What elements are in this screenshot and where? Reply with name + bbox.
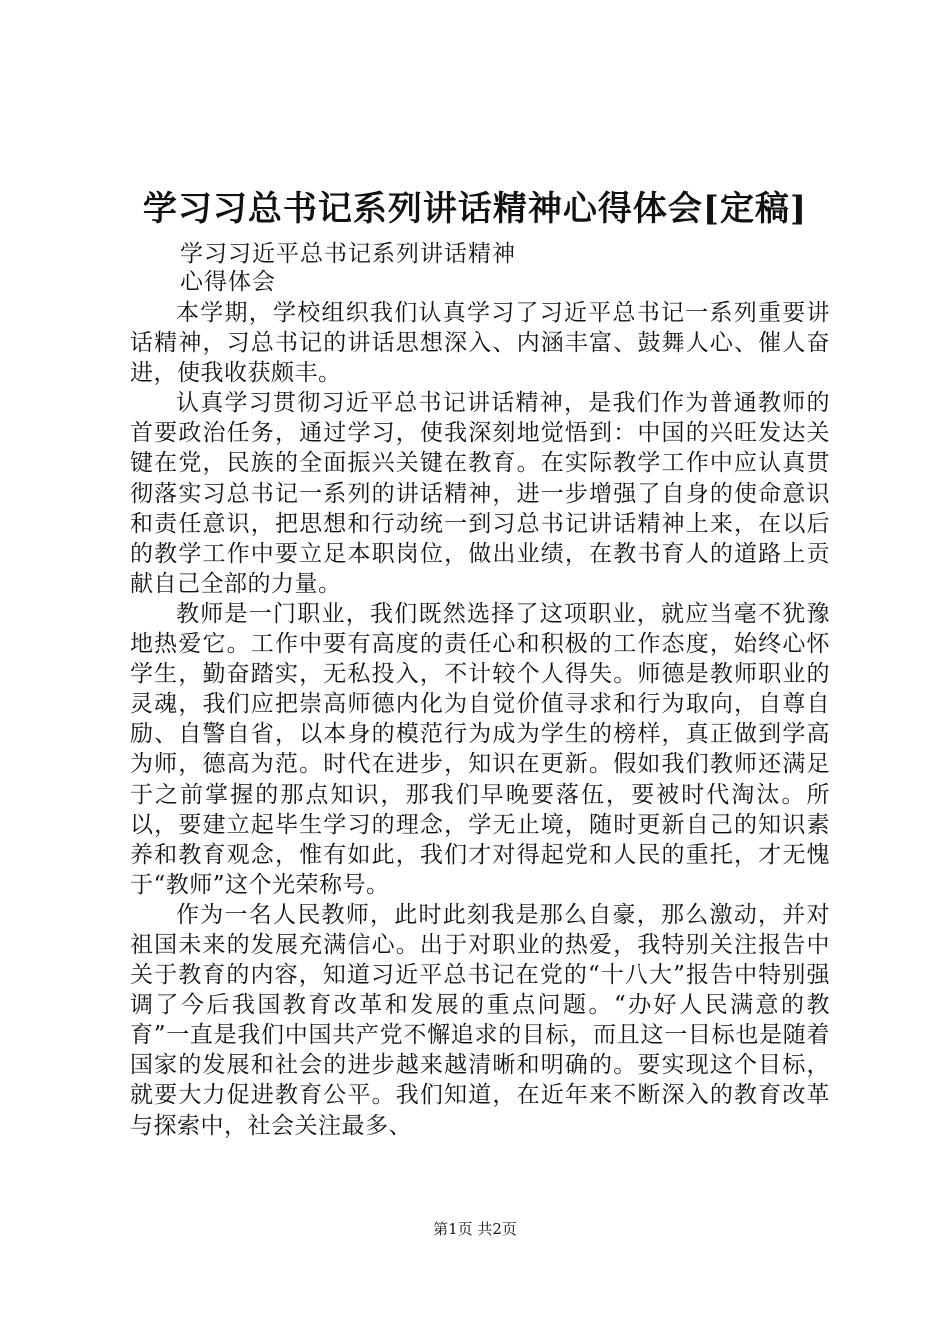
paragraph-1: 本学期，学校组织我们认真学习了习近平总书记一系列重要讲话精神，习总书记的讲话思想深入、内涵丰富、鼓舞人心、催人奋进，使我收获颇丰。: [130, 300, 830, 387]
subtitle-line-2: 心得体会: [180, 269, 276, 295]
paragraph-3: 教师是一门职业，我们既然选择了这项职业，就应当毫不犹豫地热爱它。工作中要有高度的责任心和积极的工作态度，始终心怀学生，勤奋踏实，无私投入，不计较个人得失。师德是教师职业的灵魂，我们应把崇高师德内化为自觉价值寻求和行为取向，自尊自励、自警自省，以本身的模范行为成为学生的榜样，真正做到学高为师，德高为范。时代在进步，知识在更新。假如我们教师还满足于之前掌握的那点知识，那我们早晚要落伍，要被时代淘汰。所以，要建立起毕生学习的理念，学无止境，随时更新自己的知识素养和教育观念，惟有如此，我们才对得起党和人民的重托，才无愧于“教师”这个光荣称号。: [130, 600, 830, 898]
paragraph-2: 认真学习贯彻习近平总书记讲话精神，是我们作为普通教师的首要政治任务，通过学习，使我深刻地觉悟到：中国的兴旺发达关键在党，民族的全面振兴关键在教育。在实际教学工作中应认真贯彻落实习总书记一系列的讲话精神，进一步增强了自身的使命意识和责任意识，把思想和行动统一到习总书记讲话精神上来，在以后的教学工作中要立足本职岗位，做出业绩，在教书育人的道路上贡献自己全部的力量。: [130, 390, 830, 597]
subtitle-line-1: 学习习近平总书记系列讲话精神: [180, 241, 516, 267]
body-text: [130, 298, 830, 1141]
page-title: 学习习总书记系列讲话精神心得体会[定稿]: [142, 189, 808, 229]
page-number-footer: 第1页 共2页: [433, 1220, 517, 1238]
paragraph-4: 作为一名人民教师，此时此刻我是那么自豪，那么激动，并对祖国未来的发展充满信心。出于对职业的热爱，我特别关注报告中关于教育的内容，知道习近平总书记在党的“十八大”报告中特别强调了今后我国教育改革和发展的重点问题。“办好人民满意的教育”一直是我们中国共产党不懈追求的目标，而且这一目标也是随着国家的发展和社会的进步越来越清晰和明确的。要实现这个目标，就要大力促进教育公平。我们知道，在近年来不断深入的教育改革与探索中，社会关注最多、: [130, 901, 830, 1139]
